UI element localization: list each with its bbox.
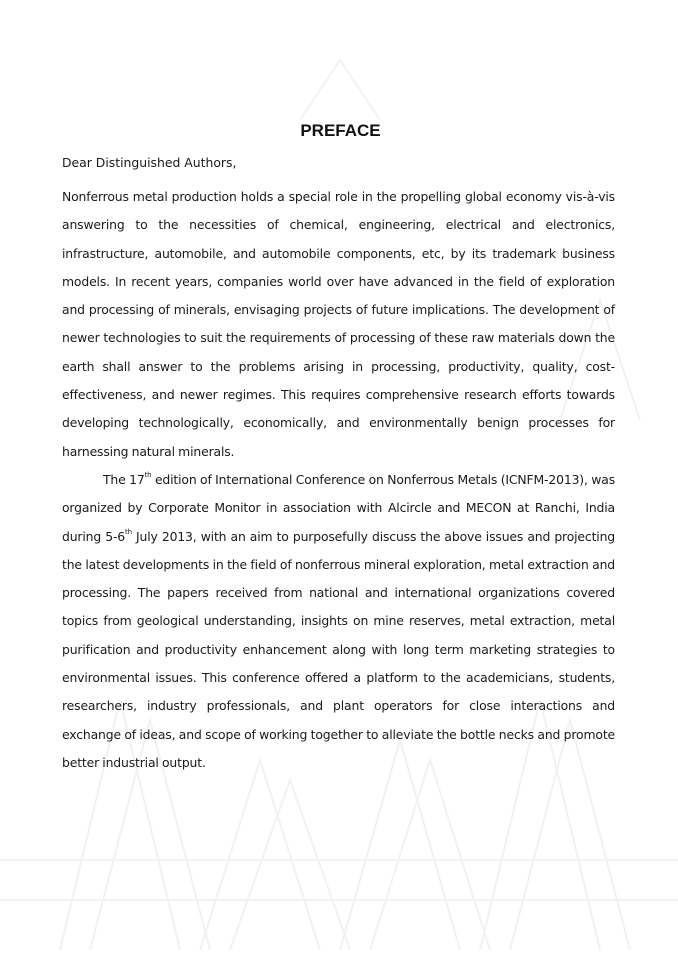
paragraph-1: Nonferrous metal production holds a special role in the propelling global economy vis-à-vis answering to the necessities of chemical, engineering, electrical and electronics, infrastructure, automobile, and automobile components, etc, by its trademark business models. In recent years, companies world over have advanced in the field of exploration and processing of minerals, envisaging projects of future implications. The development of newer technologies to suit the requirements of processing of these raw materials down the earth shall answer to the problems arising in processing, productivity, quality, cost-effectiveness, and newer regimes. This requires comprehensive research efforts towards developing technologically, economically, and environmentally benign processes for harnessing natural minerals. [62, 189, 615, 459]
document-page [62, 117, 615, 777]
superscript-th-1: th [144, 470, 152, 479]
salutation: Dear Distinguished Authors, [62, 155, 237, 170]
paragraph-2-part-2: edition of International Conference on Nonferrous Metals (ICNFM-2013), was organized by Corporate Monitor in association with Alcircle and MECON at Ranchi, India during 5-6 [62, 471, 616, 544]
superscript-th-2: th [125, 527, 132, 536]
paragraph-2-part-3: July 2013, with an aim to purposefully discuss the above issues and projecting the latest developments in the field of nonferrous mineral exploration, metal extraction and processing. The papers received from national and international organizations covered topics from geological understanding, insights on mine reserves, metal extraction, metal purification and productivity enhancement along with long term marketing strategies to environmental issues. This conference offered a platform to the academicians, students, researchers, industry professionals, and plant operators for close interactions and exchange of ideas, and scope of working together to alleviate the bottle necks and promote better industrial output. [62, 528, 615, 770]
paragraph-2 [62, 466, 615, 777]
paragraph-2-part-1: The 17 [103, 471, 145, 487]
page-title: PREFACE [300, 121, 381, 140]
